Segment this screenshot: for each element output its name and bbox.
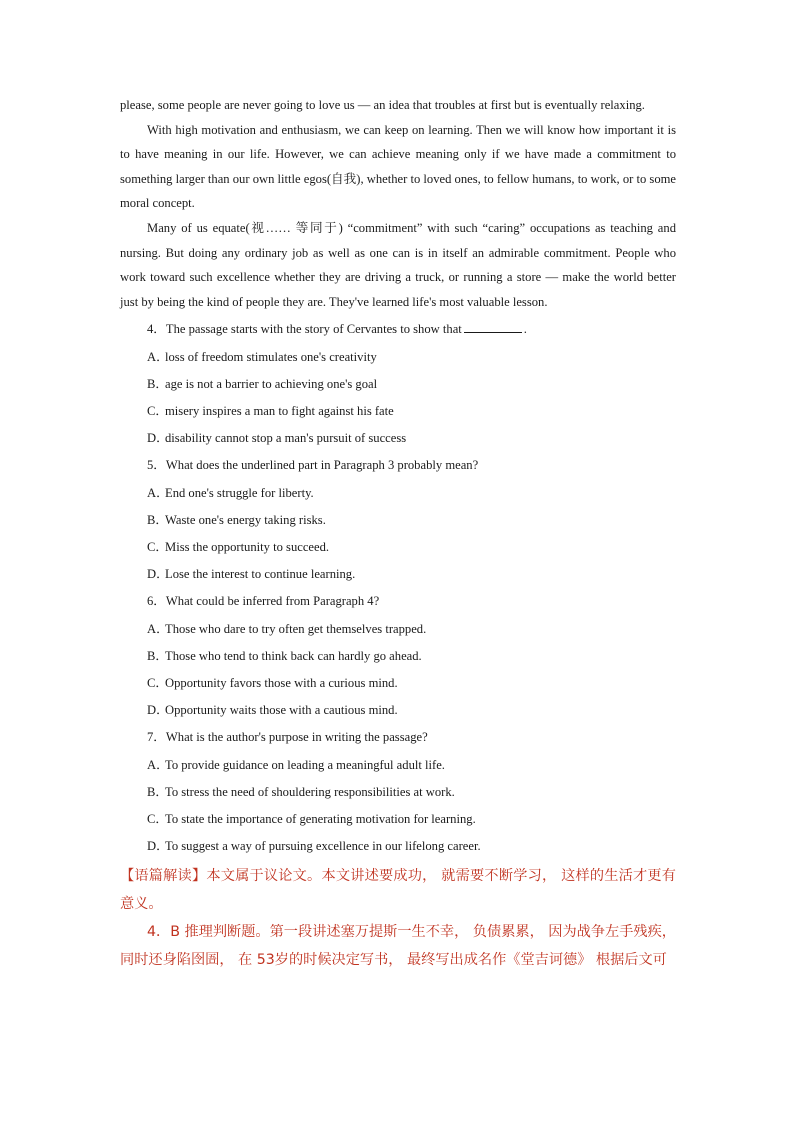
option-item — [147, 697, 676, 724]
option-letter: D． — [147, 839, 169, 854]
option-text: To suggest a way of pursuing excellence in our lifelong career. — [165, 839, 481, 854]
option-item — [147, 670, 676, 697]
option-letter: B． — [147, 512, 168, 527]
option-text: Opportunity waits those with a cautious mind. — [165, 703, 398, 718]
option-text: Lose the interest to continue learning. — [165, 567, 356, 582]
option-text: Opportunity favors those with a curious mind. — [165, 675, 398, 690]
option-text: Miss the opportunity to succeed. — [165, 539, 330, 554]
option-item — [147, 425, 676, 452]
question-text-end: . — [523, 322, 527, 337]
option-letter: A． — [147, 485, 169, 500]
passage-paragraph-6: Many of us equate(视…… 等同于) “commitment” with such “caring” occupations as teaching and nursing. But doing any ordinary job as well as one can is in itself an admirable commitment. People who work toward such excellence whether they are driving a truck, or running a store — make the world better just by being the kind of people they are. They've learned life's most valuable lesson. — [120, 220, 676, 309]
document-content — [120, 93, 676, 974]
option-item — [147, 344, 676, 371]
question-text: 4．The passage starts with the story of Cervantes to show that — [147, 322, 462, 337]
option-text: End one's struggle for liberty. — [165, 485, 314, 500]
option-letter: A． — [147, 757, 169, 772]
passage-analysis — [120, 863, 676, 918]
option-text: loss of freedom stimulates one's creativity — [165, 349, 377, 364]
option-text: To provide guidance on leading a meaningful adult life. — [165, 757, 445, 772]
option-text: disability cannot stop a man's pursuit of success — [165, 431, 407, 446]
option-item — [147, 480, 676, 507]
analysis-tag: 【语篇解读】 — [120, 868, 207, 885]
option-letter: C． — [147, 539, 168, 554]
option-letter: D． — [147, 567, 169, 582]
question-text: 7．What is the author's purpose in writing the passage? — [147, 730, 428, 745]
questions-section — [120, 316, 676, 860]
option-text: Waste one's energy taking risks. — [165, 512, 326, 527]
option-letter: B． — [147, 648, 168, 663]
passage-paragraph-5: With high motivation and enthusiasm, we can keep on learning. Then we will know how important it is to have meaning in our life. However, we can achieve meaning only if we have made a commitment to something larger than our own little egos(自我), whether to loved ones, to fellow humans, to work, or to some moral concept. — [120, 122, 676, 211]
option-letter: C． — [147, 812, 168, 826]
option-text: misery inspires a man to fight against his fate — [165, 403, 394, 418]
option-text: Those who tend to think back can hardly go ahead. — [165, 648, 422, 663]
option-item — [147, 752, 676, 779]
question-text: 6．What could be inferred from Paragraph 4? — [147, 594, 380, 609]
option-letter: B． — [147, 376, 168, 391]
option-letter: C． — [147, 403, 168, 418]
answer-blank — [464, 320, 522, 333]
option-item — [147, 643, 676, 670]
option-letter: A． — [147, 349, 169, 364]
option-letter: C． — [147, 675, 168, 690]
option-letter: D． — [147, 703, 169, 718]
answer-explanation-4: 4．B 推理判断题。第一段讲述塞万提斯一生不幸， 负债累累， 因为战争左手残疾，同时还身陷囹圄， 在 53岁的时候决定写书， 最终写出成名作《堂吉诃德》 根据后文可 — [120, 924, 676, 968]
option-item — [147, 833, 676, 860]
option-letter: D． — [147, 431, 169, 446]
question-stem — [147, 452, 676, 479]
question-text: 5．What does the underlined part in Paragraph 3 probably mean? — [147, 458, 479, 473]
option-text: To state the importance of generating motivation for learning. — [165, 812, 476, 826]
option-item — [147, 806, 676, 833]
option-item — [147, 779, 676, 806]
option-letter: B． — [147, 784, 168, 799]
option-item — [147, 616, 676, 643]
option-item — [147, 371, 676, 398]
option-letter: A． — [147, 621, 169, 636]
question-stem — [147, 588, 676, 615]
option-item — [147, 534, 676, 561]
option-item — [147, 398, 676, 425]
passage-paragraph-continued: please, some people are never going to love us — an idea that troubles at first but is eventually relaxing. — [120, 98, 645, 112]
option-item — [147, 561, 676, 588]
analysis-text: 本文属于议论文。本文讲述要成功， 就需要不断学习， 这样的生活才更有意义。 — [120, 868, 676, 912]
option-text: To stress the need of shouldering responsibilities at work. — [165, 784, 455, 799]
option-text: Those who dare to try often get themselves trapped. — [165, 621, 427, 636]
question-stem — [147, 316, 676, 343]
option-text: age is not a barrier to achieving one's goal — [165, 376, 378, 391]
question-stem — [147, 724, 676, 751]
option-item — [147, 507, 676, 534]
